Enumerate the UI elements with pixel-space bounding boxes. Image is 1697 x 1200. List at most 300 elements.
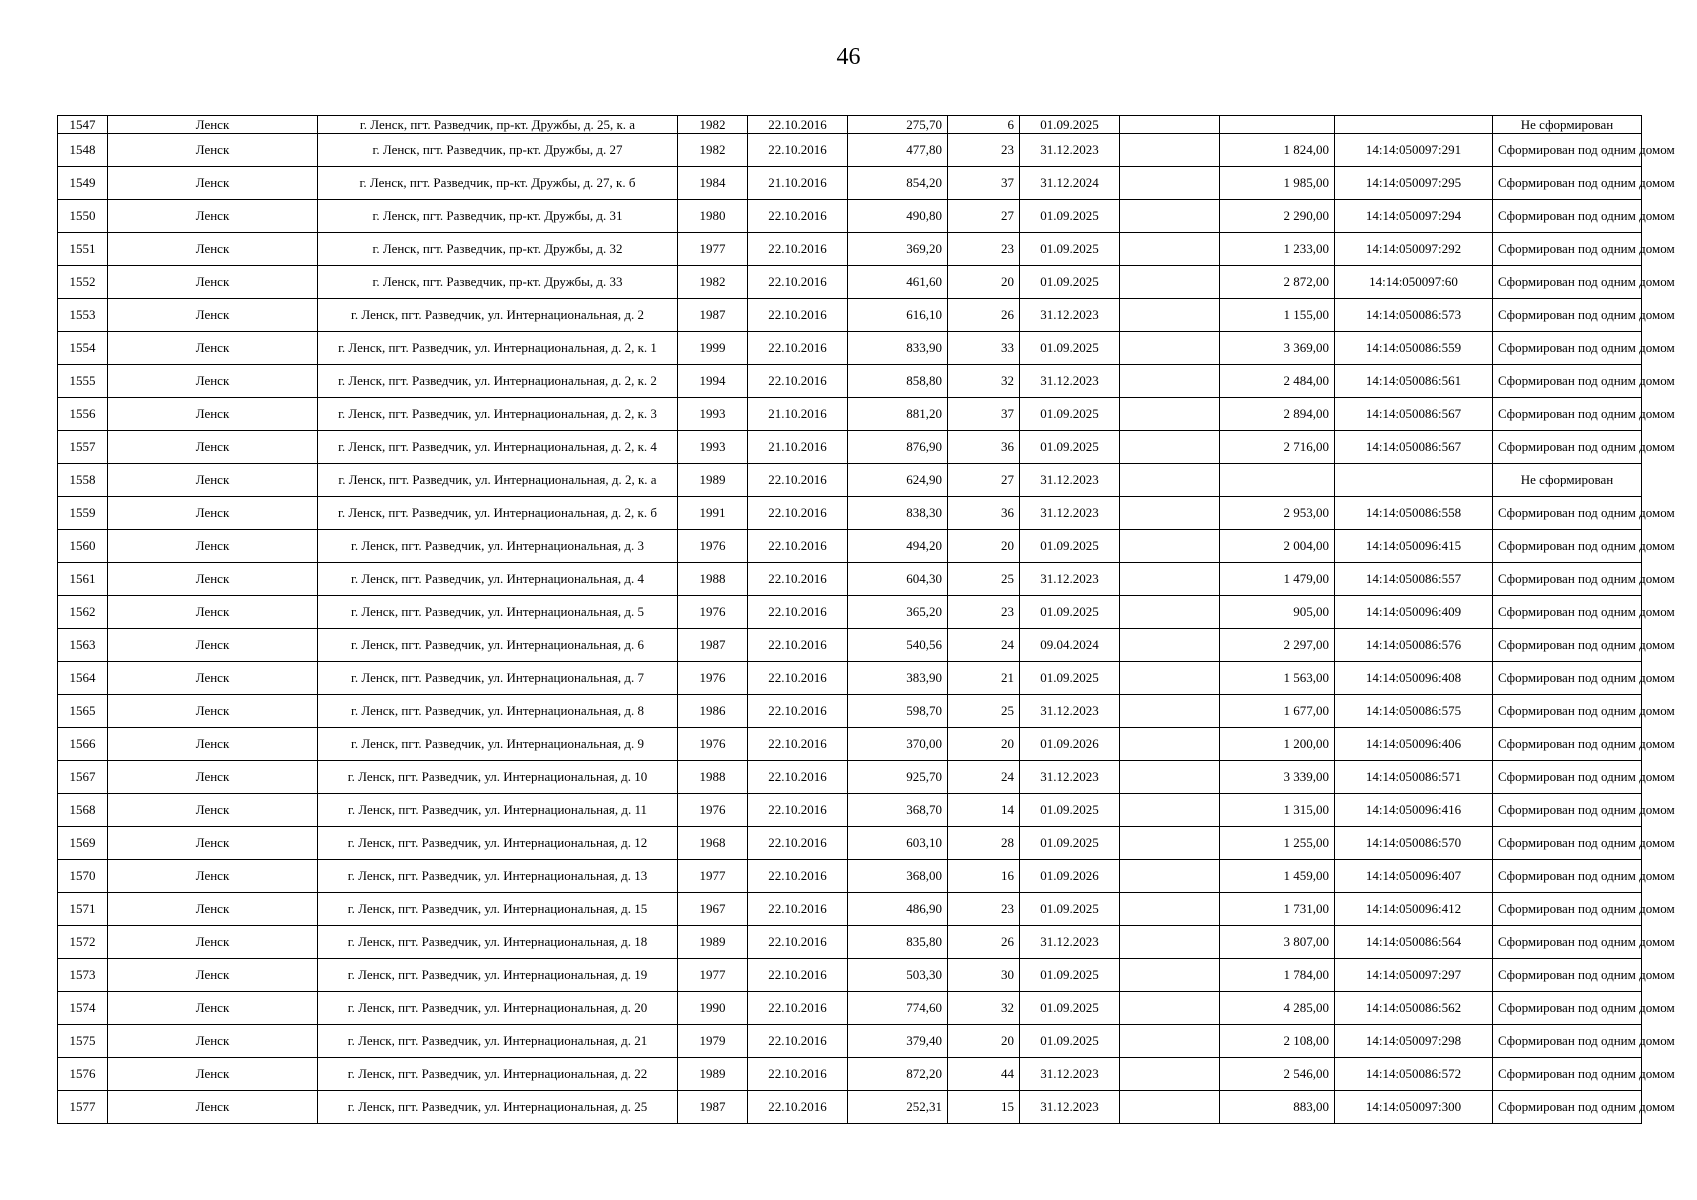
city-cell: Ленск bbox=[108, 662, 318, 695]
area-cell: 616,10 bbox=[848, 299, 948, 332]
land-status-cell: Сформирован под одним домом bbox=[1493, 134, 1642, 167]
units-count-cell: 24 bbox=[948, 761, 1020, 794]
cadastral-number-cell bbox=[1335, 116, 1493, 134]
empty-cell bbox=[1120, 662, 1220, 695]
cadastral-number-cell: 14:14:050086:557 bbox=[1335, 563, 1493, 596]
table-row bbox=[58, 662, 1642, 695]
cadastral-number-cell: 14:14:050086:572 bbox=[1335, 1058, 1493, 1091]
registration-date-cell: 22.10.2016 bbox=[748, 794, 848, 827]
cadastral-number-cell: 14:14:050097:298 bbox=[1335, 1025, 1493, 1058]
row-number-cell: 1552 bbox=[58, 266, 108, 299]
year-built-cell: 1982 bbox=[678, 134, 748, 167]
area-cell: 461,60 bbox=[848, 266, 948, 299]
empty-cell bbox=[1120, 332, 1220, 365]
year-built-cell: 1976 bbox=[678, 596, 748, 629]
units-count-cell: 26 bbox=[948, 299, 1020, 332]
land-area-cell: 905,00 bbox=[1220, 596, 1335, 629]
year-built-cell: 1976 bbox=[678, 662, 748, 695]
term-date-cell: 01.09.2025 bbox=[1020, 116, 1120, 134]
term-date-cell: 31.12.2023 bbox=[1020, 365, 1120, 398]
empty-cell bbox=[1120, 464, 1220, 497]
address-cell: г. Ленск, пгт. Разведчик, ул. Интернациональная, д. 2, к. 4 bbox=[318, 431, 678, 464]
empty-cell bbox=[1120, 926, 1220, 959]
cadastral-number-cell: 14:14:050086:570 bbox=[1335, 827, 1493, 860]
row-number-cell: 1576 bbox=[58, 1058, 108, 1091]
cadastral-number-cell: 14:14:050096:416 bbox=[1335, 794, 1493, 827]
land-status-cell: Сформирован под одним домом bbox=[1493, 1058, 1642, 1091]
registration-date-cell: 22.10.2016 bbox=[748, 596, 848, 629]
registration-date-cell: 22.10.2016 bbox=[748, 299, 848, 332]
address-cell: г. Ленск, пгт. Разведчик, пр-кт. Дружбы, д. 31 bbox=[318, 200, 678, 233]
registration-date-cell: 22.10.2016 bbox=[748, 992, 848, 1025]
year-built-cell: 1977 bbox=[678, 860, 748, 893]
table-row bbox=[58, 200, 1642, 233]
land-status-cell: Сформирован под одним домом bbox=[1493, 596, 1642, 629]
row-number-cell: 1557 bbox=[58, 431, 108, 464]
land-status-cell: Сформирован под одним домом bbox=[1493, 893, 1642, 926]
empty-cell bbox=[1120, 530, 1220, 563]
land-status-cell: Сформирован под одним домом bbox=[1493, 629, 1642, 662]
land-status-cell: Сформирован под одним домом bbox=[1493, 497, 1642, 530]
empty-cell bbox=[1120, 860, 1220, 893]
year-built-cell: 1987 bbox=[678, 629, 748, 662]
year-built-cell: 1999 bbox=[678, 332, 748, 365]
term-date-cell: 31.12.2023 bbox=[1020, 761, 1120, 794]
area-cell: 365,20 bbox=[848, 596, 948, 629]
address-cell: г. Ленск, пгт. Разведчик, ул. Интернациональная, д. 18 bbox=[318, 926, 678, 959]
city-cell: Ленск bbox=[108, 431, 318, 464]
units-count-cell: 28 bbox=[948, 827, 1020, 860]
area-cell: 925,70 bbox=[848, 761, 948, 794]
registration-date-cell: 22.10.2016 bbox=[748, 629, 848, 662]
term-date-cell: 01.09.2025 bbox=[1020, 596, 1120, 629]
term-date-cell: 01.09.2025 bbox=[1020, 794, 1120, 827]
units-count-cell: 23 bbox=[948, 893, 1020, 926]
city-cell: Ленск bbox=[108, 116, 318, 134]
city-cell: Ленск bbox=[108, 893, 318, 926]
year-built-cell: 1987 bbox=[678, 1091, 748, 1124]
registration-date-cell: 22.10.2016 bbox=[748, 365, 848, 398]
address-cell: г. Ленск, пгт. Разведчик, ул. Интернациональная, д. 6 bbox=[318, 629, 678, 662]
address-cell: г. Ленск, пгт. Разведчик, ул. Интернациональная, д. 22 bbox=[318, 1058, 678, 1091]
city-cell: Ленск bbox=[108, 200, 318, 233]
row-number-cell: 1575 bbox=[58, 1025, 108, 1058]
units-count-cell: 36 bbox=[948, 497, 1020, 530]
land-status-cell: Сформирован под одним домом bbox=[1493, 299, 1642, 332]
land-area-cell: 2 297,00 bbox=[1220, 629, 1335, 662]
registration-date-cell: 22.10.2016 bbox=[748, 530, 848, 563]
cadastral-number-cell: 14:14:050086:559 bbox=[1335, 332, 1493, 365]
registration-date-cell: 22.10.2016 bbox=[748, 563, 848, 596]
term-date-cell: 01.09.2025 bbox=[1020, 398, 1120, 431]
empty-cell bbox=[1120, 1091, 1220, 1124]
units-count-cell: 37 bbox=[948, 398, 1020, 431]
land-area-cell: 4 285,00 bbox=[1220, 992, 1335, 1025]
land-area-cell: 1 233,00 bbox=[1220, 233, 1335, 266]
area-cell: 858,80 bbox=[848, 365, 948, 398]
table-row bbox=[58, 116, 1642, 134]
address-cell: г. Ленск, пгт. Разведчик, ул. Интернациональная, д. 8 bbox=[318, 695, 678, 728]
city-cell: Ленск bbox=[108, 761, 318, 794]
row-number-cell: 1553 bbox=[58, 299, 108, 332]
area-cell: 369,20 bbox=[848, 233, 948, 266]
term-date-cell: 01.09.2025 bbox=[1020, 662, 1120, 695]
address-cell: г. Ленск, пгт. Разведчик, ул. Интернациональная, д. 2 bbox=[318, 299, 678, 332]
address-cell: г. Ленск, пгт. Разведчик, ул. Интернациональная, д. 2, к. 3 bbox=[318, 398, 678, 431]
term-date-cell: 01.09.2025 bbox=[1020, 827, 1120, 860]
address-cell: г. Ленск, пгт. Разведчик, ул. Интернациональная, д. 19 bbox=[318, 959, 678, 992]
land-status-cell: Не сформирован bbox=[1493, 464, 1642, 497]
area-cell: 379,40 bbox=[848, 1025, 948, 1058]
address-cell: г. Ленск, пгт. Разведчик, ул. Интернациональная, д. 4 bbox=[318, 563, 678, 596]
area-cell: 370,00 bbox=[848, 728, 948, 761]
land-status-cell: Сформирован под одним домом bbox=[1493, 1025, 1642, 1058]
row-number-cell: 1561 bbox=[58, 563, 108, 596]
land-area-cell: 3 369,00 bbox=[1220, 332, 1335, 365]
housing-register-table bbox=[57, 115, 1675, 1124]
land-area-cell: 1 255,00 bbox=[1220, 827, 1335, 860]
row-number-cell: 1565 bbox=[58, 695, 108, 728]
land-area-cell: 1 677,00 bbox=[1220, 695, 1335, 728]
city-cell: Ленск bbox=[108, 794, 318, 827]
row-number-cell: 1550 bbox=[58, 200, 108, 233]
land-area-cell: 883,00 bbox=[1220, 1091, 1335, 1124]
registration-date-cell: 21.10.2016 bbox=[748, 167, 848, 200]
cadastral-number-cell: 14:14:050086:576 bbox=[1335, 629, 1493, 662]
term-date-cell: 31.12.2023 bbox=[1020, 497, 1120, 530]
land-status-cell: Сформирован под одним домом bbox=[1493, 530, 1642, 563]
row-number-cell: 1562 bbox=[58, 596, 108, 629]
land-area-cell: 3 339,00 bbox=[1220, 761, 1335, 794]
city-cell: Ленск bbox=[108, 629, 318, 662]
row-number-cell: 1570 bbox=[58, 860, 108, 893]
city-cell: Ленск bbox=[108, 530, 318, 563]
row-number-cell: 1547 bbox=[58, 116, 108, 134]
land-status-cell: Сформирован под одним домом bbox=[1493, 761, 1642, 794]
year-built-cell: 1976 bbox=[678, 794, 748, 827]
year-built-cell: 1986 bbox=[678, 695, 748, 728]
empty-cell bbox=[1120, 695, 1220, 728]
city-cell: Ленск bbox=[108, 860, 318, 893]
registration-date-cell: 22.10.2016 bbox=[748, 728, 848, 761]
address-cell: г. Ленск, пгт. Разведчик, ул. Интернациональная, д. 2, к. 1 bbox=[318, 332, 678, 365]
units-count-cell: 14 bbox=[948, 794, 1020, 827]
registration-date-cell: 22.10.2016 bbox=[748, 959, 848, 992]
city-cell: Ленск bbox=[108, 596, 318, 629]
empty-cell bbox=[1120, 398, 1220, 431]
city-cell: Ленск bbox=[108, 134, 318, 167]
city-cell: Ленск bbox=[108, 695, 318, 728]
empty-cell bbox=[1120, 299, 1220, 332]
land-area-cell: 2 953,00 bbox=[1220, 497, 1335, 530]
term-date-cell: 01.09.2025 bbox=[1020, 893, 1120, 926]
term-date-cell: 01.09.2025 bbox=[1020, 332, 1120, 365]
table-row bbox=[58, 365, 1642, 398]
units-count-cell: 25 bbox=[948, 695, 1020, 728]
land-area-cell: 2 004,00 bbox=[1220, 530, 1335, 563]
cadastral-number-cell: 14:14:050096:408 bbox=[1335, 662, 1493, 695]
term-date-cell: 31.12.2023 bbox=[1020, 926, 1120, 959]
land-status-cell: Сформирован под одним домом bbox=[1493, 695, 1642, 728]
row-number-cell: 1551 bbox=[58, 233, 108, 266]
units-count-cell: 44 bbox=[948, 1058, 1020, 1091]
area-cell: 854,20 bbox=[848, 167, 948, 200]
cadastral-number-cell: 14:14:050086:567 bbox=[1335, 431, 1493, 464]
units-count-cell: 27 bbox=[948, 464, 1020, 497]
empty-cell bbox=[1120, 1058, 1220, 1091]
term-date-cell: 01.09.2025 bbox=[1020, 992, 1120, 1025]
year-built-cell: 1988 bbox=[678, 563, 748, 596]
address-cell: г. Ленск, пгт. Разведчик, ул. Интернациональная, д. 10 bbox=[318, 761, 678, 794]
units-count-cell: 23 bbox=[948, 596, 1020, 629]
empty-cell bbox=[1120, 167, 1220, 200]
city-cell: Ленск bbox=[108, 464, 318, 497]
term-date-cell: 01.09.2026 bbox=[1020, 860, 1120, 893]
city-cell: Ленск bbox=[108, 992, 318, 1025]
term-date-cell: 09.04.2024 bbox=[1020, 629, 1120, 662]
address-cell: г. Ленск, пгт. Разведчик, пр-кт. Дружбы, д. 25, к. а bbox=[318, 116, 678, 134]
year-built-cell: 1989 bbox=[678, 926, 748, 959]
row-number-cell: 1558 bbox=[58, 464, 108, 497]
land-status-cell: Сформирован под одним домом bbox=[1493, 959, 1642, 992]
row-number-cell: 1571 bbox=[58, 893, 108, 926]
cadastral-number-cell: 14:14:050097:292 bbox=[1335, 233, 1493, 266]
land-status-cell: Сформирован под одним домом bbox=[1493, 827, 1642, 860]
land-area-cell: 1 784,00 bbox=[1220, 959, 1335, 992]
city-cell: Ленск bbox=[108, 1091, 318, 1124]
table-row bbox=[58, 398, 1642, 431]
term-date-cell: 31.12.2024 bbox=[1020, 167, 1120, 200]
row-number-cell: 1566 bbox=[58, 728, 108, 761]
units-count-cell: 20 bbox=[948, 1025, 1020, 1058]
empty-cell bbox=[1120, 200, 1220, 233]
table-row bbox=[58, 761, 1642, 794]
units-count-cell: 32 bbox=[948, 365, 1020, 398]
cadastral-number-cell: 14:14:050096:415 bbox=[1335, 530, 1493, 563]
units-count-cell: 24 bbox=[948, 629, 1020, 662]
land-area-cell: 2 484,00 bbox=[1220, 365, 1335, 398]
cadastral-number-cell: 14:14:050096:409 bbox=[1335, 596, 1493, 629]
table-body bbox=[58, 116, 1675, 1124]
registration-date-cell: 21.10.2016 bbox=[748, 398, 848, 431]
city-cell: Ленск bbox=[108, 1025, 318, 1058]
table-row bbox=[58, 464, 1642, 497]
page-number: 46 bbox=[836, 44, 861, 70]
registration-date-cell: 22.10.2016 bbox=[748, 332, 848, 365]
term-date-cell: 31.12.2023 bbox=[1020, 1091, 1120, 1124]
area-cell: 833,90 bbox=[848, 332, 948, 365]
city-cell: Ленск bbox=[108, 926, 318, 959]
land-area-cell: 2 894,00 bbox=[1220, 398, 1335, 431]
registration-date-cell: 21.10.2016 bbox=[748, 431, 848, 464]
area-cell: 603,10 bbox=[848, 827, 948, 860]
registration-date-cell: 22.10.2016 bbox=[748, 662, 848, 695]
area-cell: 490,80 bbox=[848, 200, 948, 233]
units-count-cell: 23 bbox=[948, 233, 1020, 266]
year-built-cell: 1977 bbox=[678, 959, 748, 992]
registration-date-cell: 22.10.2016 bbox=[748, 695, 848, 728]
table-row bbox=[58, 233, 1642, 266]
area-cell: 368,70 bbox=[848, 794, 948, 827]
row-number-cell: 1555 bbox=[58, 365, 108, 398]
land-status-cell: Сформирован под одним домом bbox=[1493, 728, 1642, 761]
table-row bbox=[58, 563, 1642, 596]
units-count-cell: 20 bbox=[948, 266, 1020, 299]
table-row bbox=[58, 893, 1642, 926]
land-area-cell: 1 315,00 bbox=[1220, 794, 1335, 827]
term-date-cell: 31.12.2023 bbox=[1020, 299, 1120, 332]
cadastral-number-cell: 14:14:050086:561 bbox=[1335, 365, 1493, 398]
row-number-cell: 1569 bbox=[58, 827, 108, 860]
year-built-cell: 1977 bbox=[678, 233, 748, 266]
land-status-cell: Сформирован под одним домом bbox=[1493, 662, 1642, 695]
city-cell: Ленск bbox=[108, 1058, 318, 1091]
empty-cell bbox=[1120, 596, 1220, 629]
city-cell: Ленск bbox=[108, 827, 318, 860]
year-built-cell: 1982 bbox=[678, 116, 748, 134]
address-cell: г. Ленск, пгт. Разведчик, ул. Интернациональная, д. 9 bbox=[318, 728, 678, 761]
units-count-cell: 21 bbox=[948, 662, 1020, 695]
cadastral-number-cell: 14:14:050086:571 bbox=[1335, 761, 1493, 794]
units-count-cell: 27 bbox=[948, 200, 1020, 233]
registration-date-cell: 22.10.2016 bbox=[748, 497, 848, 530]
address-cell: г. Ленск, пгт. Разведчик, ул. Интернациональная, д. 2, к. а bbox=[318, 464, 678, 497]
cadastral-number-cell: 14:14:050097:60 bbox=[1335, 266, 1493, 299]
row-number-cell: 1559 bbox=[58, 497, 108, 530]
cadastral-number-cell: 14:14:050097:295 bbox=[1335, 167, 1493, 200]
cadastral-number-cell: 14:14:050097:300 bbox=[1335, 1091, 1493, 1124]
city-cell: Ленск bbox=[108, 299, 318, 332]
address-cell: г. Ленск, пгт. Разведчик, ул. Интернациональная, д. 5 bbox=[318, 596, 678, 629]
land-status-cell: Сформирован под одним домом bbox=[1493, 563, 1642, 596]
table-row bbox=[58, 266, 1642, 299]
area-cell: 881,20 bbox=[848, 398, 948, 431]
year-built-cell: 1988 bbox=[678, 761, 748, 794]
area-cell: 598,70 bbox=[848, 695, 948, 728]
registration-date-cell: 22.10.2016 bbox=[748, 1058, 848, 1091]
empty-cell bbox=[1120, 233, 1220, 266]
table-row bbox=[58, 695, 1642, 728]
term-date-cell: 31.12.2023 bbox=[1020, 134, 1120, 167]
units-count-cell: 20 bbox=[948, 530, 1020, 563]
empty-cell bbox=[1120, 431, 1220, 464]
registration-date-cell: 22.10.2016 bbox=[748, 926, 848, 959]
land-status-cell: Сформирован под одним домом bbox=[1493, 266, 1642, 299]
city-cell: Ленск bbox=[108, 266, 318, 299]
year-built-cell: 1993 bbox=[678, 398, 748, 431]
empty-cell bbox=[1120, 629, 1220, 662]
year-built-cell: 1968 bbox=[678, 827, 748, 860]
table-row bbox=[58, 431, 1642, 464]
land-area-cell bbox=[1220, 116, 1335, 134]
address-cell: г. Ленск, пгт. Разведчик, пр-кт. Дружбы, д. 33 bbox=[318, 266, 678, 299]
land-status-cell: Сформирован под одним домом bbox=[1493, 398, 1642, 431]
area-cell: 368,00 bbox=[848, 860, 948, 893]
table-row bbox=[58, 497, 1642, 530]
land-status-cell: Сформирован под одним домом bbox=[1493, 431, 1642, 464]
term-date-cell: 01.09.2025 bbox=[1020, 266, 1120, 299]
empty-cell bbox=[1120, 761, 1220, 794]
table-row bbox=[58, 1058, 1642, 1091]
year-built-cell: 1967 bbox=[678, 893, 748, 926]
empty-cell bbox=[1120, 266, 1220, 299]
table-row bbox=[58, 134, 1642, 167]
units-count-cell: 6 bbox=[948, 116, 1020, 134]
city-cell: Ленск bbox=[108, 959, 318, 992]
table-row bbox=[58, 1025, 1642, 1058]
city-cell: Ленск bbox=[108, 398, 318, 431]
area-cell: 872,20 bbox=[848, 1058, 948, 1091]
year-built-cell: 1990 bbox=[678, 992, 748, 1025]
registration-date-cell: 22.10.2016 bbox=[748, 464, 848, 497]
address-cell: г. Ленск, пгт. Разведчик, ул. Интернациональная, д. 2, к. 2 bbox=[318, 365, 678, 398]
row-number-cell: 1563 bbox=[58, 629, 108, 662]
cadastral-number-cell bbox=[1335, 464, 1493, 497]
empty-cell bbox=[1120, 827, 1220, 860]
registration-date-cell: 22.10.2016 bbox=[748, 827, 848, 860]
registration-date-cell: 22.10.2016 bbox=[748, 1025, 848, 1058]
address-cell: г. Ленск, пгт. Разведчик, ул. Интернациональная, д. 15 bbox=[318, 893, 678, 926]
units-count-cell: 36 bbox=[948, 431, 1020, 464]
cadastral-number-cell: 14:14:050086:558 bbox=[1335, 497, 1493, 530]
land-area-cell: 1 563,00 bbox=[1220, 662, 1335, 695]
cadastral-number-cell: 14:14:050096:406 bbox=[1335, 728, 1493, 761]
year-built-cell: 1991 bbox=[678, 497, 748, 530]
term-date-cell: 31.12.2023 bbox=[1020, 695, 1120, 728]
land-area-cell: 3 807,00 bbox=[1220, 926, 1335, 959]
registration-date-cell: 22.10.2016 bbox=[748, 1091, 848, 1124]
area-cell: 494,20 bbox=[848, 530, 948, 563]
table-row bbox=[58, 959, 1642, 992]
city-cell: Ленск bbox=[108, 497, 318, 530]
year-built-cell: 1980 bbox=[678, 200, 748, 233]
address-cell: г. Ленск, пгт. Разведчик, ул. Интернациональная, д. 7 bbox=[318, 662, 678, 695]
term-date-cell: 01.09.2025 bbox=[1020, 431, 1120, 464]
area-cell: 275,70 bbox=[848, 116, 948, 134]
area-cell: 486,90 bbox=[848, 893, 948, 926]
land-area-cell: 2 108,00 bbox=[1220, 1025, 1335, 1058]
land-area-cell: 1 985,00 bbox=[1220, 167, 1335, 200]
cadastral-number-cell: 14:14:050096:407 bbox=[1335, 860, 1493, 893]
empty-cell bbox=[1120, 728, 1220, 761]
land-area-cell: 1 731,00 bbox=[1220, 893, 1335, 926]
land-status-cell: Сформирован под одним домом bbox=[1493, 365, 1642, 398]
registration-date-cell: 22.10.2016 bbox=[748, 116, 848, 134]
land-area-cell: 2 546,00 bbox=[1220, 1058, 1335, 1091]
area-cell: 624,90 bbox=[848, 464, 948, 497]
address-cell: г. Ленск, пгт. Разведчик, ул. Интернациональная, д. 12 bbox=[318, 827, 678, 860]
land-area-cell: 1 479,00 bbox=[1220, 563, 1335, 596]
units-count-cell: 20 bbox=[948, 728, 1020, 761]
land-area-cell: 1 459,00 bbox=[1220, 860, 1335, 893]
city-cell: Ленск bbox=[108, 365, 318, 398]
address-cell: г. Ленск, пгт. Разведчик, ул. Интернациональная, д. 21 bbox=[318, 1025, 678, 1058]
table-row bbox=[58, 992, 1642, 1025]
area-cell: 774,60 bbox=[848, 992, 948, 1025]
row-number-cell: 1554 bbox=[58, 332, 108, 365]
empty-cell bbox=[1120, 1025, 1220, 1058]
table-row bbox=[58, 530, 1642, 563]
year-built-cell: 1987 bbox=[678, 299, 748, 332]
units-count-cell: 33 bbox=[948, 332, 1020, 365]
row-number-cell: 1568 bbox=[58, 794, 108, 827]
term-date-cell: 31.12.2023 bbox=[1020, 563, 1120, 596]
area-cell: 540,56 bbox=[848, 629, 948, 662]
land-status-cell: Сформирован под одним домом bbox=[1493, 926, 1642, 959]
units-count-cell: 32 bbox=[948, 992, 1020, 1025]
units-count-cell: 25 bbox=[948, 563, 1020, 596]
cadastral-number-cell: 14:14:050096:412 bbox=[1335, 893, 1493, 926]
